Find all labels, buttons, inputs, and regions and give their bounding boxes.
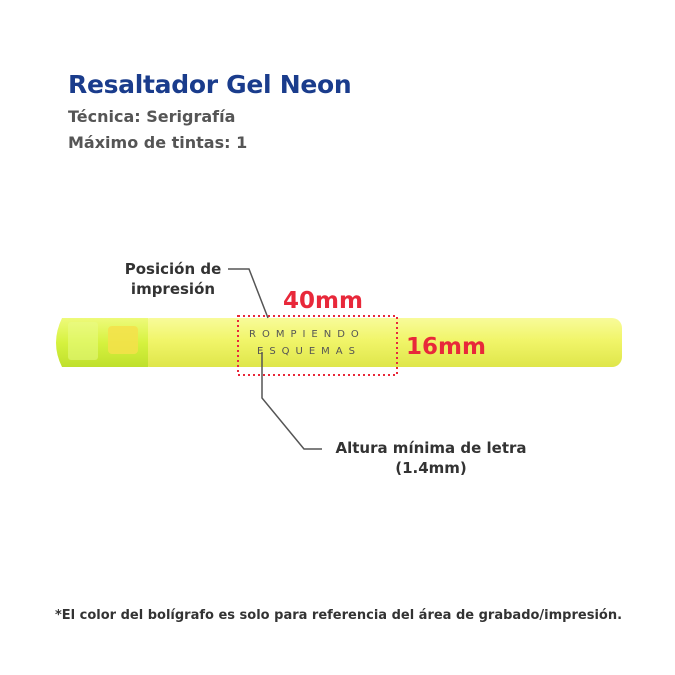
logo-line-1: ROMPIENDO	[249, 329, 365, 340]
cap-clip-window	[108, 326, 138, 354]
letter-height-value: (1.4mm)	[395, 459, 467, 477]
width-dimension: 40mm	[283, 288, 363, 314]
footnote: *El color del bolígrafo es solo para referencia del área de grabado/impresión.	[55, 608, 623, 623]
letter-height-callout	[326, 438, 536, 478]
letter-height-label: Altura mínima de letra	[335, 439, 527, 457]
height-dimension: 16mm	[406, 334, 486, 360]
logo-line-2: ESQUEMAS	[257, 346, 361, 357]
highlighter-barrel	[140, 318, 622, 367]
product-title: Resaltador Gel Neon	[68, 70, 352, 99]
max-inks-label: Máximo de tintas: 1	[68, 133, 248, 152]
technique-label: Técnica: Serigrafía	[68, 107, 236, 126]
print-position-leader	[228, 269, 268, 318]
print-position-callout: Posición de impresión	[124, 260, 222, 298]
